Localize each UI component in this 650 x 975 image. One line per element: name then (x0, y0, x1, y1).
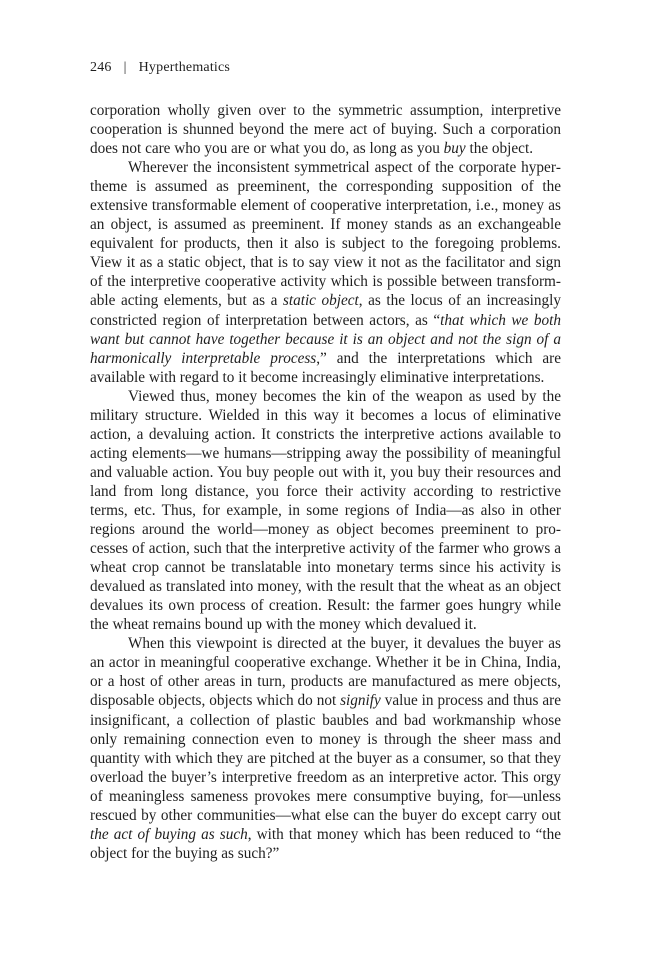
text-run: , as the locus of an increasingly constricted region of interpretation between actors, as “ (90, 292, 561, 329)
italic-text: static object (282, 292, 359, 310)
text-run: ,” and the interpretations which are available with regard to it become increasingly eliminative interpretations. (90, 349, 561, 386)
paragraph (90, 158, 561, 387)
text-run: When this viewpoint is directed at the buyer, it devalues the buyer as an actor in meaningful cooperative exchange. Whether it be in China, India, or a host of other areas in turn, products are manufactured as mere objects, disposable objects, objects which do not (90, 635, 561, 710)
italic-text: that which we both want but cannot have together because it is an object and not the sign of a harmonically interpretable process (90, 311, 561, 367)
paragraph (90, 101, 561, 158)
paragraph (90, 387, 561, 635)
book-title: Hyperthematics (138, 60, 231, 75)
paragraph (90, 634, 561, 863)
italic-text: signify (340, 692, 381, 710)
header-separator: | (123, 60, 127, 75)
page-number: 246 (90, 60, 112, 75)
text-run: value in process and thus are insignificant, a collection of plastic baubles and bad workmanship whose only remaining connection even to money is through the sheer mass and quantity with which they are pitched at the buyer as a consumer, so that they overload the buyer’s interpretive freedom as an interpretive actor. This orgy of meaningless sameness provokes mere consumptive buying, for—unless rescued by other communities—what else can the buyer do except carry out (90, 692, 561, 824)
text-run: Viewed thus, money becomes the kin of the weapon as used by the military structure. Wielded in this way it becomes a locus of eliminative action, a devaluing action. It constricts the interpretive actions available to acting elements—we humans—stripping away the possibility of meaningful and valuable action. You buy people out with it, you buy their resources and land from long distance, you force their activity according to restrictive terms, etc. Thus, for example, in some regions of India—as also in other regions around the world—money as object becomes preeminent to processes of action, such that the interpretive activity of the farmer who grows a wheat crop cannot be translatable into monetary terms since his activity is devalued as translated into money, with the result that the wheat as an object devalues its own process of creation. Result: the farmer goes hungry while the wheat remains bound up with the money which devalued it. (90, 387, 561, 634)
text-run: , with that money which has been reduced to “the object for the buying as such?” (90, 825, 561, 862)
italic-text: buy (443, 140, 466, 158)
text-run: Wherever the inconsistent symmetrical aspect of the corporate hypertheme is assumed as preeminent, the corresponding supposition of the extensive transformable element of cooperative interpretation, i.e., money as an object, is assumed as preeminent. If money stands as an exchangeable equivalent for products, then it also is subject to the foregoing problems. View it as a static object, that is to say view it not as the facilitator and sign of the interpretive cooperative activity which is possible between transformable acting elements, but as a (90, 159, 561, 310)
text-run: the object. (465, 140, 534, 158)
body-text (90, 101, 561, 863)
text-run: corporation wholly given over to the symmetric assumption, interpretive cooperation is shunned beyond the mere act of buying. Such a corporation does not care who you are or what you do, as long as you (90, 102, 561, 158)
italic-text: the act of buying as such (90, 825, 248, 843)
running-header (90, 60, 230, 76)
